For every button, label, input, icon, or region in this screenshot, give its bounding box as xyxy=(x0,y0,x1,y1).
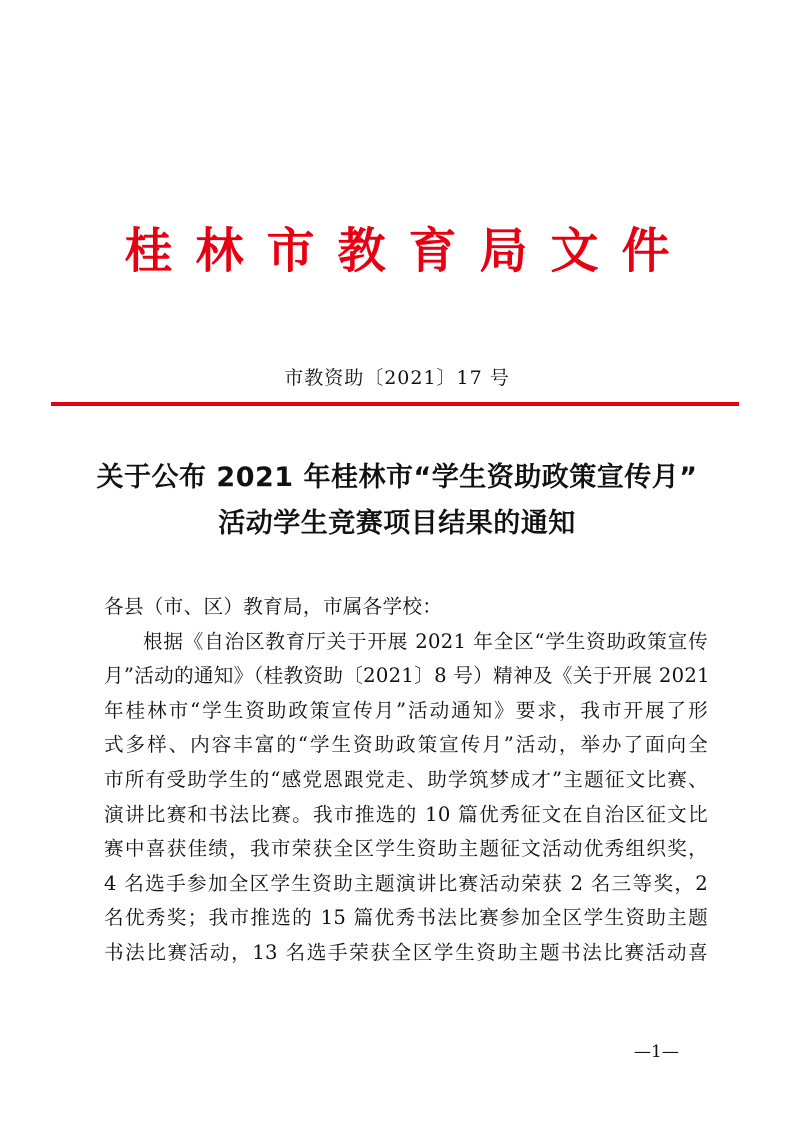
title-line-1: 关于公布 2021 年桂林市“学生资助政策宣传月” xyxy=(96,462,698,493)
title-line-2: 活动学生竞赛项目结果的通知 xyxy=(218,508,576,539)
document-number: 市教资助〔2021〕17 号 xyxy=(284,367,510,389)
body-line: 月”活动的通知》（桂教资助〔2021〕8 号）精神及《关于开展 2021 xyxy=(104,664,710,688)
document-body xyxy=(104,590,708,971)
body-line: 4 名选手参加全区学生资助主题演讲比赛活动荣获 2 名三等奖，2 xyxy=(104,871,708,895)
body-line: 市所有受助学生的“感党恩跟党走、助学筑梦成才”主题征文比赛、 xyxy=(104,767,708,791)
body-line: 演讲比赛和书法比赛。我市推选的 10 篇优秀征文在自治区征文比 xyxy=(104,802,708,826)
document-masthead: 桂林市教育局文件 xyxy=(124,223,693,279)
body-line: 式多样、内容丰富的“学生资助政策宣传月”活动，举办了面向全 xyxy=(104,733,708,757)
body-line: 书法比赛活动，13 名选手荣获全区学生资助主题书法比赛活动喜 xyxy=(104,940,708,964)
body-line: 赛中喜获佳绩，我市荣获全区学生资助主题征文活动优秀组织奖， xyxy=(104,837,708,861)
salutation: 各县（市、区）教育局，市属各学校： xyxy=(104,595,443,618)
body-line: 年桂林市“学生资助政策宣传月”活动通知》要求，我市开展了形 xyxy=(104,698,708,722)
document-title xyxy=(60,455,734,547)
body-line: 根据《自治区教育厅关于开展 2021 年全区“学生资助政策宣传 xyxy=(143,629,708,653)
red-divider-rule xyxy=(51,402,739,406)
body-line: 名优秀奖；我市推选的 15 篇优秀书法比赛参加全区学生资助主题 xyxy=(104,906,708,930)
page-number: —1— xyxy=(634,1042,679,1062)
